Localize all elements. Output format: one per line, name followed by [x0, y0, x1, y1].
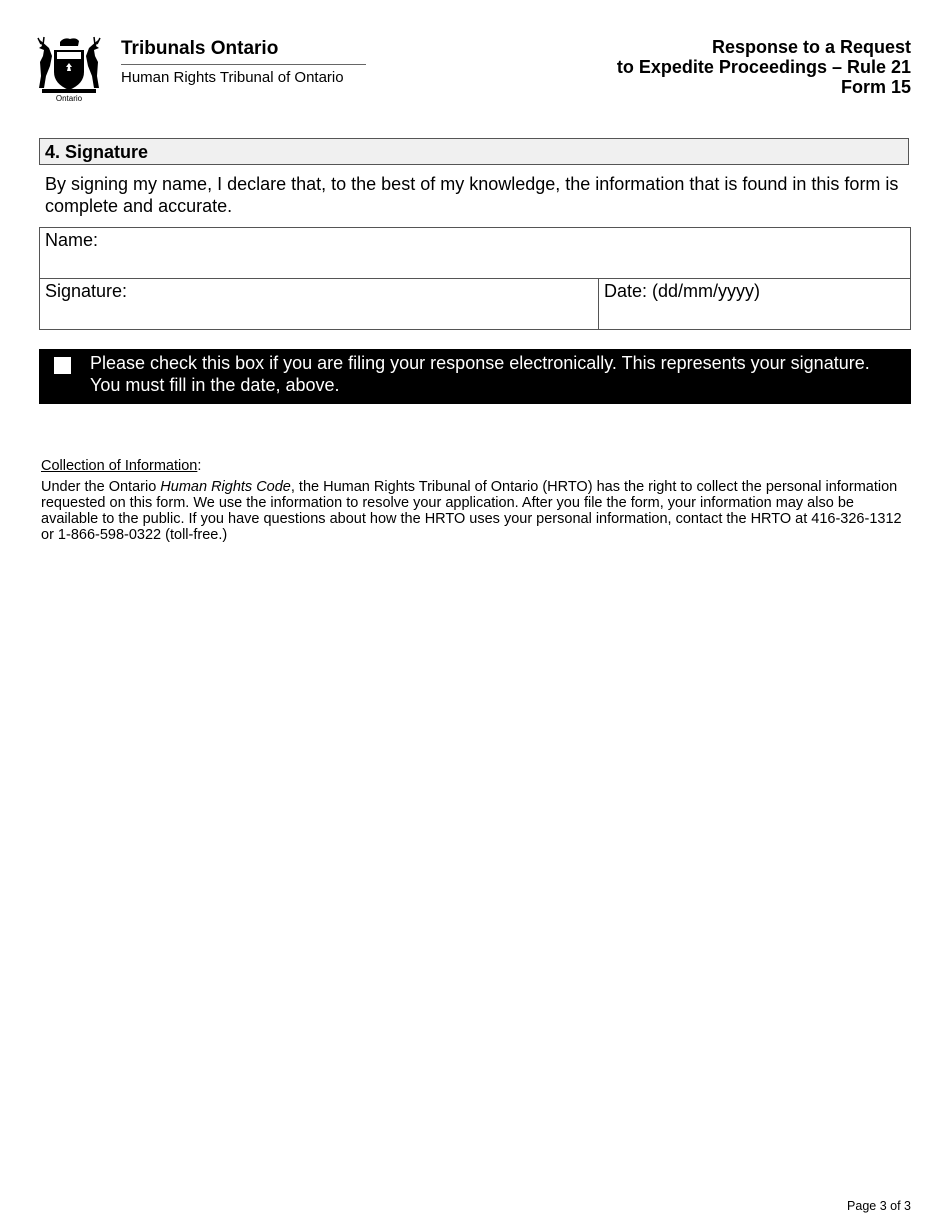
collection-of-information — [41, 458, 911, 543]
name-label: Name: — [45, 230, 99, 250]
efile-line-2: You must fill in the date, above. — [90, 375, 340, 395]
coat-of-arms-icon — [36, 36, 102, 94]
ontario-coat-of-arms-logo — [36, 36, 102, 104]
collection-body-code: Human Rights Code — [160, 479, 291, 495]
section-title: 4. Signature — [39, 138, 909, 165]
form-title-line-1: Response to a Request — [711, 37, 911, 57]
electronic-filing-banner — [39, 349, 911, 404]
form-title-line-2: to Expedite Proceedings – Rule 21 — [616, 57, 911, 77]
page-number: Page 3 of 3 — [847, 1199, 911, 1213]
collection-body-post: , the Human Rights Tribunal of Ontario (HRTO) has the right to collect the personal information requested on this form. We use the information to resolve your application. After you file the form, your information may also be available to the public. If you have questions about how the HRTO uses your personal information, contact the HRTO at 416-326-1312 or 1-866-598-0322 (toll-free.) — [41, 479, 902, 543]
form-number: Form 15 — [840, 77, 911, 97]
logo-caption: Ontario — [55, 94, 83, 103]
signature-label: Signature: — [45, 281, 128, 301]
electronic-filing-text — [90, 352, 905, 396]
page-header — [0, 0, 950, 110]
collection-heading — [41, 458, 911, 474]
form-title — [617, 37, 911, 97]
date-field[interactable] — [599, 279, 911, 330]
collection-body-pre: Under the Ontario — [41, 479, 161, 495]
date-label: Date: (dd/mm/yyyy) — [604, 281, 761, 301]
collection-heading-text: Collection of Information — [41, 458, 198, 474]
efile-line-1: Please check this box if you are filing your response electronically. This represents your signature. — [90, 353, 870, 373]
org-name: Tribunals Ontario — [121, 37, 366, 65]
signature-field[interactable] — [40, 279, 599, 330]
organization-block — [121, 37, 366, 86]
org-subtitle: Human Rights Tribunal of Ontario — [121, 69, 344, 86]
collection-heading-colon: : — [197, 458, 202, 474]
collection-body — [41, 479, 911, 543]
declaration-text: By signing my name, I declare that, to the best of my knowledge, the information that is found in this form is complete and accurate. — [45, 174, 899, 216]
signature-fields-table — [39, 227, 911, 330]
electronic-filing-checkbox[interactable] — [54, 357, 71, 374]
name-field[interactable] — [40, 228, 911, 279]
